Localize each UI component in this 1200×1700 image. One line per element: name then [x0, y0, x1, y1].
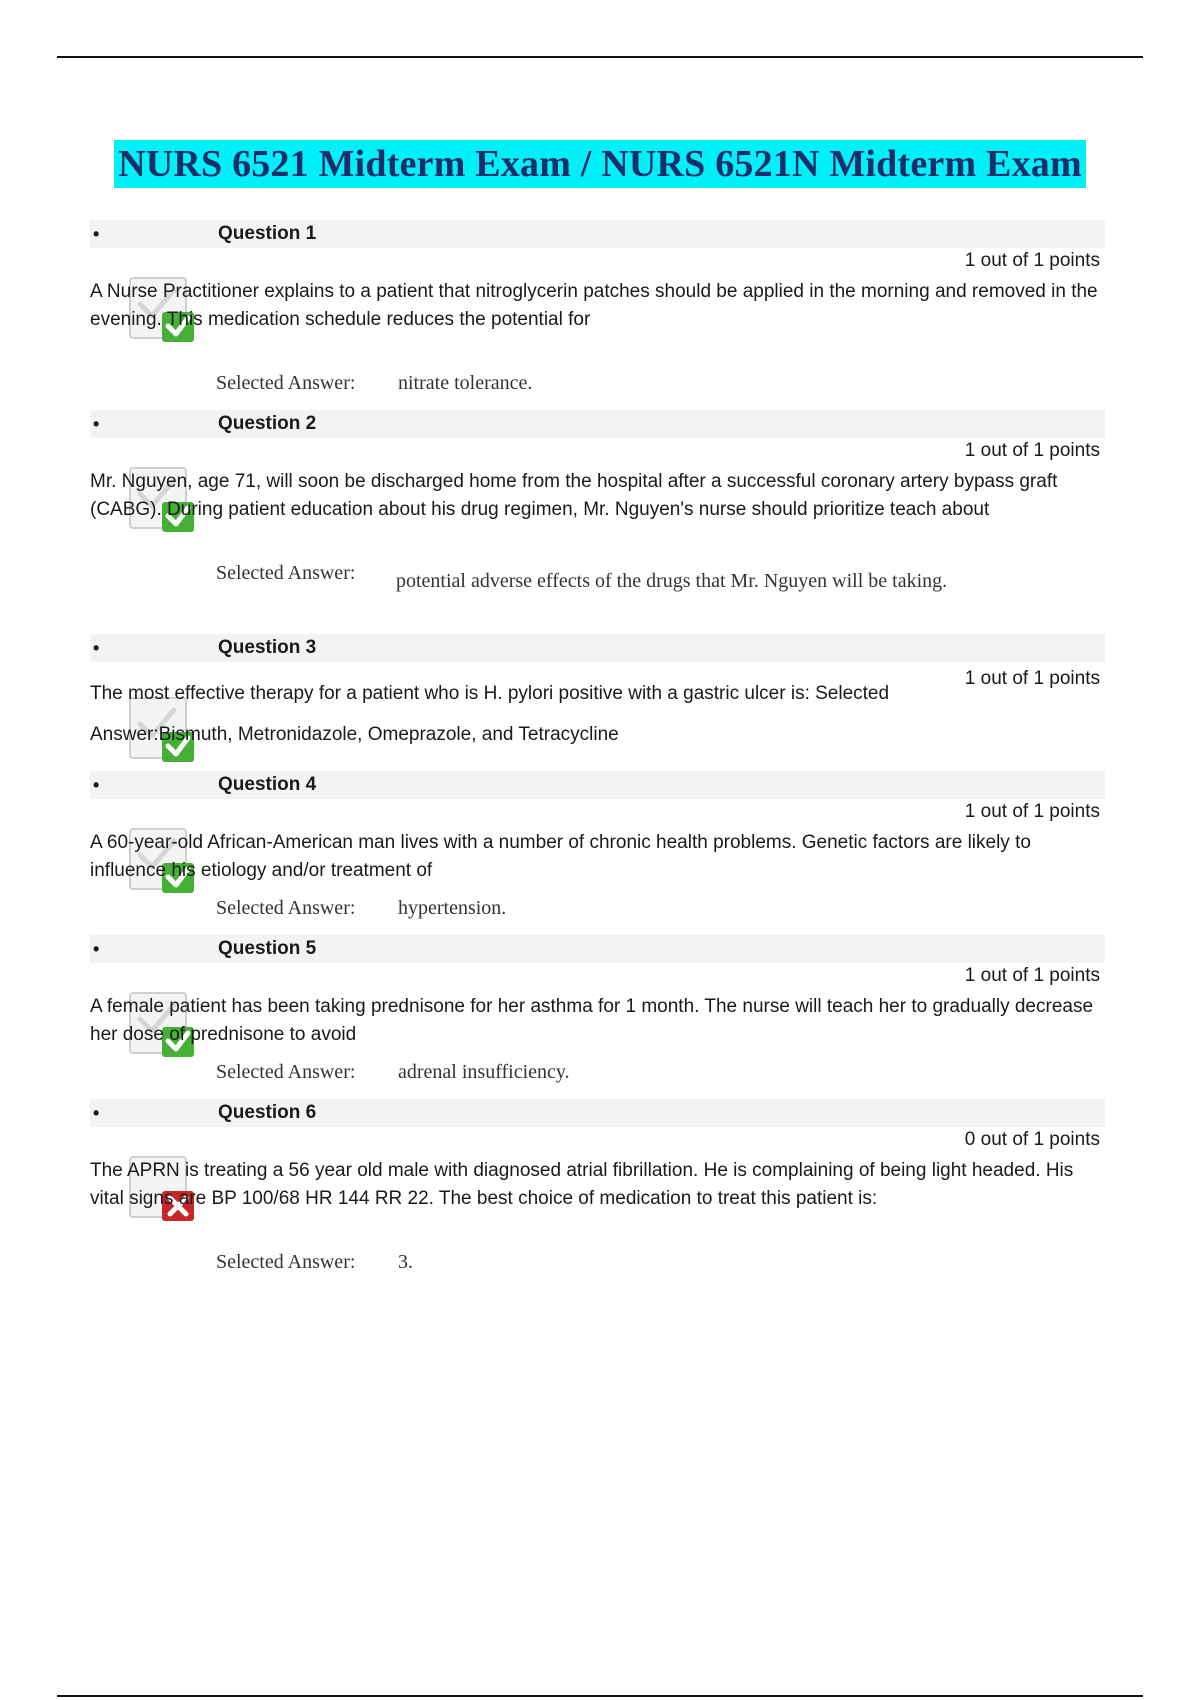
- question-text: The most effective therapy for a patient who is H. pylori positive with a gastric ulcer is: Selected: [90, 683, 890, 704]
- question-text: A Nurse Practitioner explains to a patient that nitroglycerin patches should be applied in the morning and removed in the evening. This medication schedule reduces the potential for: [90, 281, 1098, 330]
- question-text: A female patient has been taking prednisone for her asthma for 1 month. The nurse will teach her to gradually decrease her dose of prednisone to avoid: [90, 996, 1094, 1045]
- selected-answer-label: Selected Answer:: [216, 1061, 356, 1083]
- points: 0 out of 1 points: [964, 1129, 1100, 1150]
- points: 1 out of 1 points: [964, 440, 1100, 461]
- bullet: •: [93, 939, 100, 959]
- question-title: Question 6: [218, 1102, 317, 1123]
- question-header: [90, 771, 1105, 799]
- bottom-rule: [57, 1695, 1143, 1697]
- selected-answer-row: [216, 1251, 1105, 1274]
- page-title: NURS 6521 Midterm Exam / NURS 6521N Midterm Exam: [114, 140, 1086, 188]
- selected-answer-value: nitrate tolerance.: [398, 372, 533, 394]
- points: 1 out of 1 points: [964, 801, 1100, 822]
- question-text: A 60-year-old African-American man lives with a number of chronic health problems. Genetic factors are likely to influence his etiology and/or treatment of: [90, 832, 1031, 881]
- question-title: Question 2: [218, 413, 317, 434]
- selected-answer-value: 3.: [398, 1251, 413, 1273]
- question-1: [90, 220, 1105, 395]
- bullet: •: [93, 775, 100, 795]
- selected-answer-value: adrenal insufficiency.: [398, 1061, 570, 1083]
- title-wrap: [0, 140, 1200, 188]
- selected-answer-value: potential adverse effects of the drugs that Mr. Nguyen will be taking.: [396, 570, 948, 592]
- question-title: Question 4: [218, 774, 317, 795]
- question-header: [90, 935, 1105, 963]
- question-header: [90, 634, 1105, 662]
- question-header: [90, 220, 1105, 248]
- bullet: •: [93, 414, 100, 434]
- bullet: •: [93, 638, 100, 658]
- question-header: [90, 410, 1105, 438]
- question-3: [90, 634, 1105, 746]
- selected-answer-line: Answer:Bismuth, Metronidazole, Omeprazole, and Tetracycline: [90, 724, 619, 745]
- question-5: [90, 935, 1105, 1084]
- question-title: Question 1: [218, 223, 317, 244]
- points: 1 out of 1 points: [964, 250, 1100, 271]
- bullet: •: [93, 1103, 100, 1123]
- question-6: [90, 1099, 1105, 1274]
- question-text: Mr. Nguyen, age 71, will soon be discharged home from the hospital after a successful coronary artery bypass graft (CABG). During patient education about his drug regimen, Mr. Nguyen's nurse should prioritize teach about: [90, 471, 1058, 520]
- selected-answer-label: Selected Answer:: [216, 1251, 356, 1273]
- question-title: Question 5: [218, 938, 317, 959]
- selected-answer-label: Selected Answer:: [216, 562, 356, 584]
- top-rule: [57, 56, 1143, 58]
- points: 1 out of 1 points: [964, 965, 1100, 986]
- selected-answer-row: [216, 560, 1105, 594]
- question-header: [90, 1099, 1105, 1127]
- selected-answer-label: Selected Answer:: [216, 897, 356, 919]
- question-text: The APRN is treating a 56 year old male with diagnosed atrial fibrillation. He is complaining of being light headed. His vital signs are BP 100/68 HR 144 RR 22. The best choice of medication to treat this patient is:: [90, 1160, 1074, 1209]
- selected-answer-row: [216, 372, 1105, 395]
- question-title: Question 3: [218, 637, 317, 658]
- question-4: [90, 771, 1105, 920]
- points: 1 out of 1 points: [964, 668, 1100, 689]
- question-2: [90, 410, 1105, 594]
- bullet: •: [93, 224, 100, 244]
- selected-answer-row: [216, 897, 1105, 920]
- selected-answer-value: hypertension.: [398, 897, 507, 919]
- selected-answer-label: Selected Answer:: [216, 372, 356, 394]
- selected-answer-row: [216, 1061, 1105, 1084]
